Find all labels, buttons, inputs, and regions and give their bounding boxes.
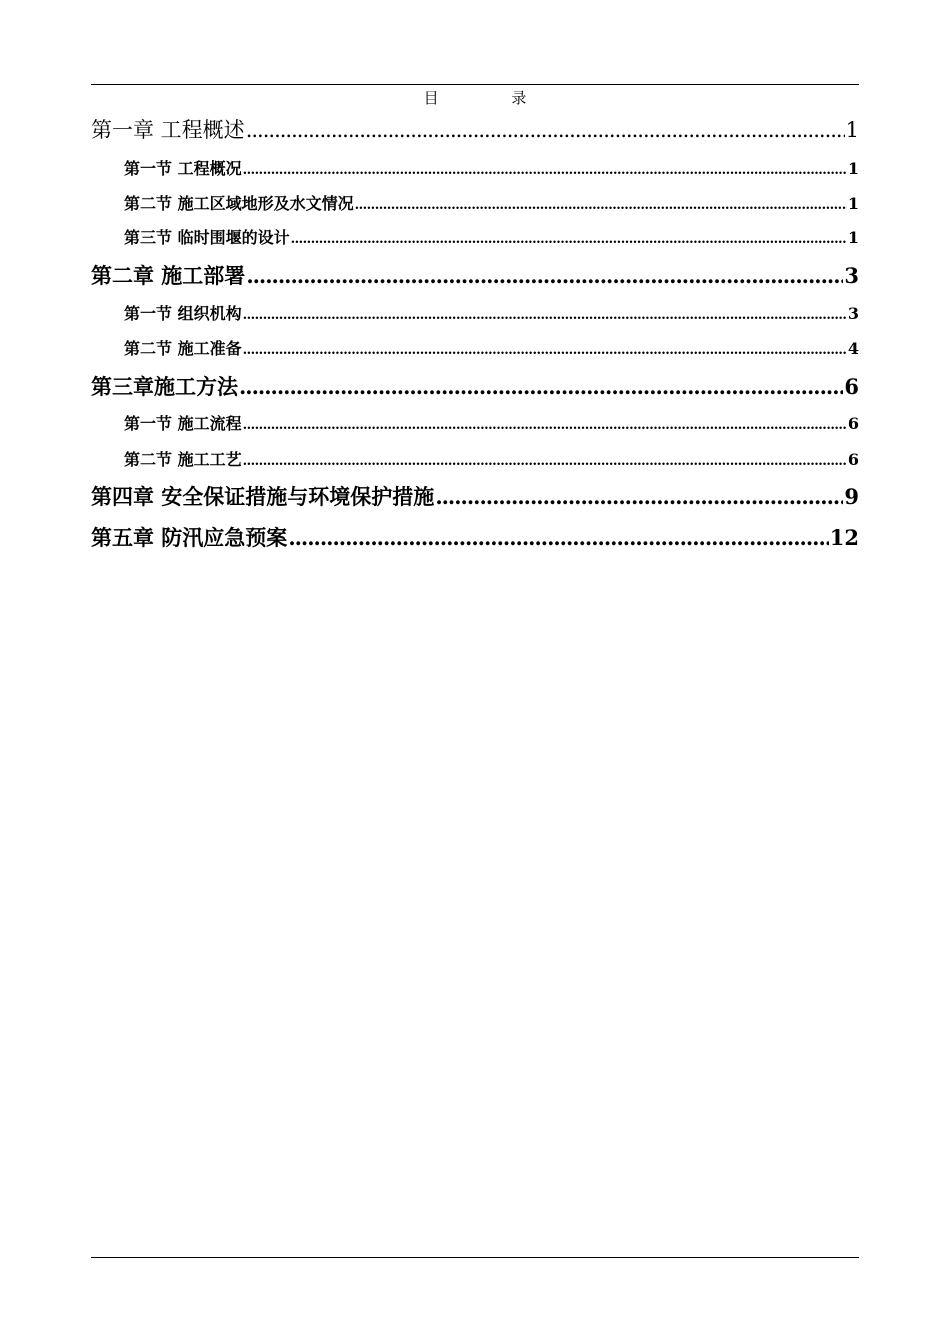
toc-entry-label: 第二节 施工准备 (124, 339, 242, 358)
toc-entry-label: 第二节 施工区域地形及水文情况 (124, 194, 354, 213)
toc-entry-label: 第二节 施工工艺 (124, 450, 242, 469)
toc-chapter-5[interactable] (91, 525, 859, 551)
toc-leader (243, 452, 847, 472)
toc-leader (243, 306, 847, 326)
toc-leader (243, 341, 847, 361)
toc-entry-label: 第二章 施工部署 (91, 263, 246, 288)
toc-leader (246, 263, 843, 289)
toc-entry-label: 第一章 工程概述 (91, 118, 245, 142)
toc-leader (243, 161, 847, 181)
header-rule (91, 84, 859, 85)
toc-chapter-3[interactable] (91, 374, 859, 400)
toc-entry-label: 第一节 组织机构 (124, 304, 242, 323)
toc-leader (239, 374, 843, 400)
toc-page-number: 6 (844, 374, 859, 399)
toc-entry-label: 第一节 施工流程 (124, 414, 242, 433)
toc-page-number: 3 (847, 304, 859, 323)
toc-page-number: 4 (847, 339, 859, 358)
toc-section-1-3[interactable] (124, 228, 859, 250)
toc-section-1-1[interactable] (124, 159, 859, 181)
toc-leader (355, 196, 847, 216)
toc-page-number: 1 (847, 159, 859, 178)
toc-page-number: 12 (829, 525, 859, 550)
toc-leader (288, 525, 828, 551)
toc-page-number: 9 (844, 484, 859, 509)
toc-title: 目 录 (423, 89, 561, 107)
toc-page-number: 6 (847, 414, 859, 433)
toc-leader (435, 484, 843, 510)
toc-chapter-1[interactable] (91, 117, 859, 143)
toc-section-1-2[interactable] (124, 194, 859, 216)
toc-page-number: 3 (844, 263, 859, 288)
toc-entry-label: 第三节 临时围堰的设计 (124, 228, 290, 247)
toc-page-number: 1 (847, 228, 859, 247)
toc-entry-label: 第五章 防汛应急预案 (91, 525, 288, 550)
toc-entry-label: 第三章施工方法 (91, 374, 238, 399)
toc-page-number: 1 (845, 118, 859, 142)
toc-section-3-2[interactable] (124, 450, 859, 472)
toc-chapter-4[interactable] (91, 484, 859, 510)
toc-section-2-2[interactable] (124, 339, 859, 361)
toc-entry-label: 第四章 安全保证措施与环境保护措施 (91, 484, 435, 509)
footer-rule (91, 1257, 859, 1258)
toc-leader (243, 416, 847, 436)
toc-leader (291, 230, 847, 250)
toc-page-number: 6 (847, 450, 859, 469)
toc-section-2-1[interactable] (124, 304, 859, 326)
toc-page-number: 1 (847, 194, 859, 213)
toc-entry-label: 第一节 工程概况 (124, 159, 242, 178)
toc-section-3-1[interactable] (124, 414, 859, 436)
toc-leader (246, 117, 845, 143)
toc-chapter-2[interactable] (91, 263, 859, 289)
